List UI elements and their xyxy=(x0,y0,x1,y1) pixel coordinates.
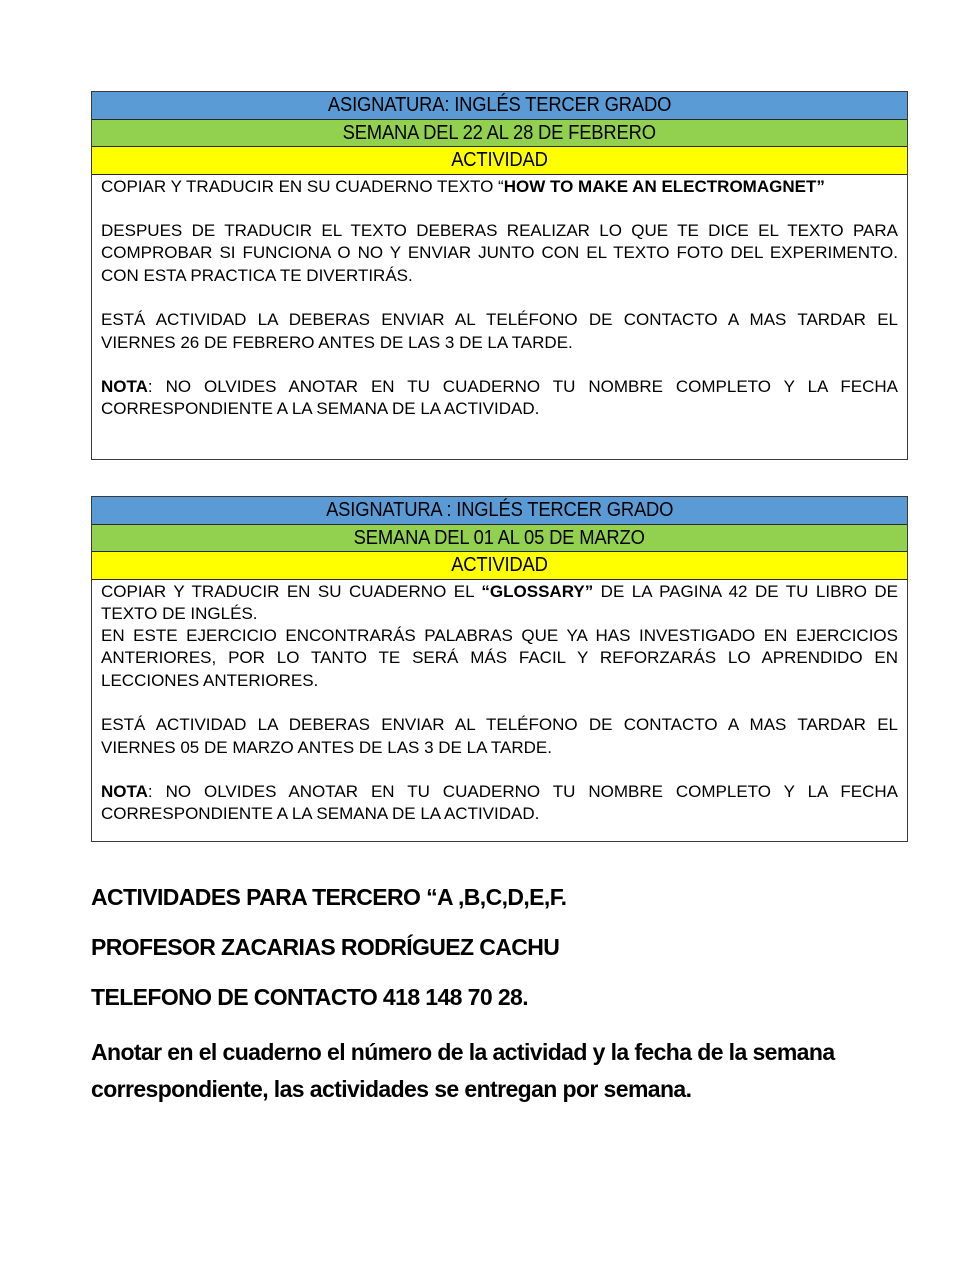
experiment-paragraph: DESPUES DE TRADUCIR EL TEXTO DEBERAS REALIZAR LO QUE TE DICE EL TEXTO PARA COMPROBAR SI FUNCIONA O NO Y ENVIAR JUNTO CON EL TEXTO FOTO DEL EXPERIMENTO. CON ESTA PRACTICA TE DIVERTIRÁS. xyxy=(101,221,898,285)
note-label: NOTA xyxy=(101,782,148,802)
subject-header: ASIGNATURA: INGLÉS TERCER GRADO xyxy=(92,92,907,120)
activity-table-week-1 xyxy=(91,91,908,460)
exercise-paragraph: EN ESTE EJERCICIO ENCONTRARÁS PALABRAS QUE YA HAS INVESTIGADO EN EJERCICIOS ANTERIORES, POR LO TANTO TE SERÁ MÁS FACIL Y REFORZARÁS LO APRENDIDO EN LECCIONES ANTERIORES. xyxy=(101,626,898,690)
activity-body xyxy=(92,580,907,826)
note-paragraph: NOTA: NO OLVIDES ANOTAR EN TU CUADERNO TU NOMBRE COMPLETO Y LA FECHA CORRESPONDIENTE A LA SEMANA DE LA ACTIVIDAD. xyxy=(101,782,898,824)
deadline-paragraph: ESTÁ ACTIVIDAD LA DEBERAS ENVIAR AL TELÉFONO DE CONTACTO A MAS TARDAR EL VIERNES 05 DE MARZO ANTES DE LAS 3 DE LA TARDE. xyxy=(101,715,898,757)
instruction-paragraph: COPIAR Y TRADUCIR EN SU CUADERNO EL “GLOSSARY” DE LA PAGINA 42 DE TU LIBRO DE TEXTO DE INGLÉS. xyxy=(101,581,899,623)
activity-header: ACTIVIDAD xyxy=(92,552,907,580)
deadline-paragraph: ESTÁ ACTIVIDAD LA DEBERAS ENVIAR AL TELÉFONO DE CONTACTO A MAS TARDAR EL VIERNES 26 DE FEBRERO ANTES DE LAS 3 DE LA TARDE. xyxy=(101,310,898,352)
text-title: HOW TO MAKE AN ELECTROMAGNET” xyxy=(503,176,825,196)
glossary-title: “GLOSSARY” xyxy=(481,581,594,601)
activity-table-week-2 xyxy=(91,496,908,842)
note-label: NOTA xyxy=(101,377,148,397)
activity-header: ACTIVIDAD xyxy=(92,147,907,175)
instruction-paragraph: COPIAR Y TRADUCIR EN SU CUADERNO TEXTO “HOW TO MAKE AN ELECTROMAGNET” xyxy=(101,176,825,196)
groups-line: ACTIVIDADES PARA TERCERO “A ,B,C,D,E,F. xyxy=(91,884,567,910)
submission-instructions: Anotar en el cuaderno el número de la actividad y la fecha de la semana correspondiente, las actividades se entregan por semana. xyxy=(91,1039,835,1102)
teacher-line: PROFESOR ZACARIAS RODRÍGUEZ CACHU xyxy=(91,934,560,960)
week-header: SEMANA DEL 01 AL 05 DE MARZO xyxy=(92,525,907,553)
note-paragraph: NOTA: NO OLVIDES ANOTAR EN TU CUADERNO TU NOMBRE COMPLETO Y LA FECHA CORRESPONDIENTE A LA SEMANA DE LA ACTIVIDAD. xyxy=(101,377,898,419)
subject-header: ASIGNATURA : INGLÉS TERCER GRADO xyxy=(92,497,907,525)
phone-line: TELEFONO DE CONTACTO 418 148 70 28. xyxy=(91,984,529,1010)
week-header: SEMANA DEL 22 AL 28 DE FEBRERO xyxy=(92,120,907,148)
activity-body xyxy=(92,175,907,421)
